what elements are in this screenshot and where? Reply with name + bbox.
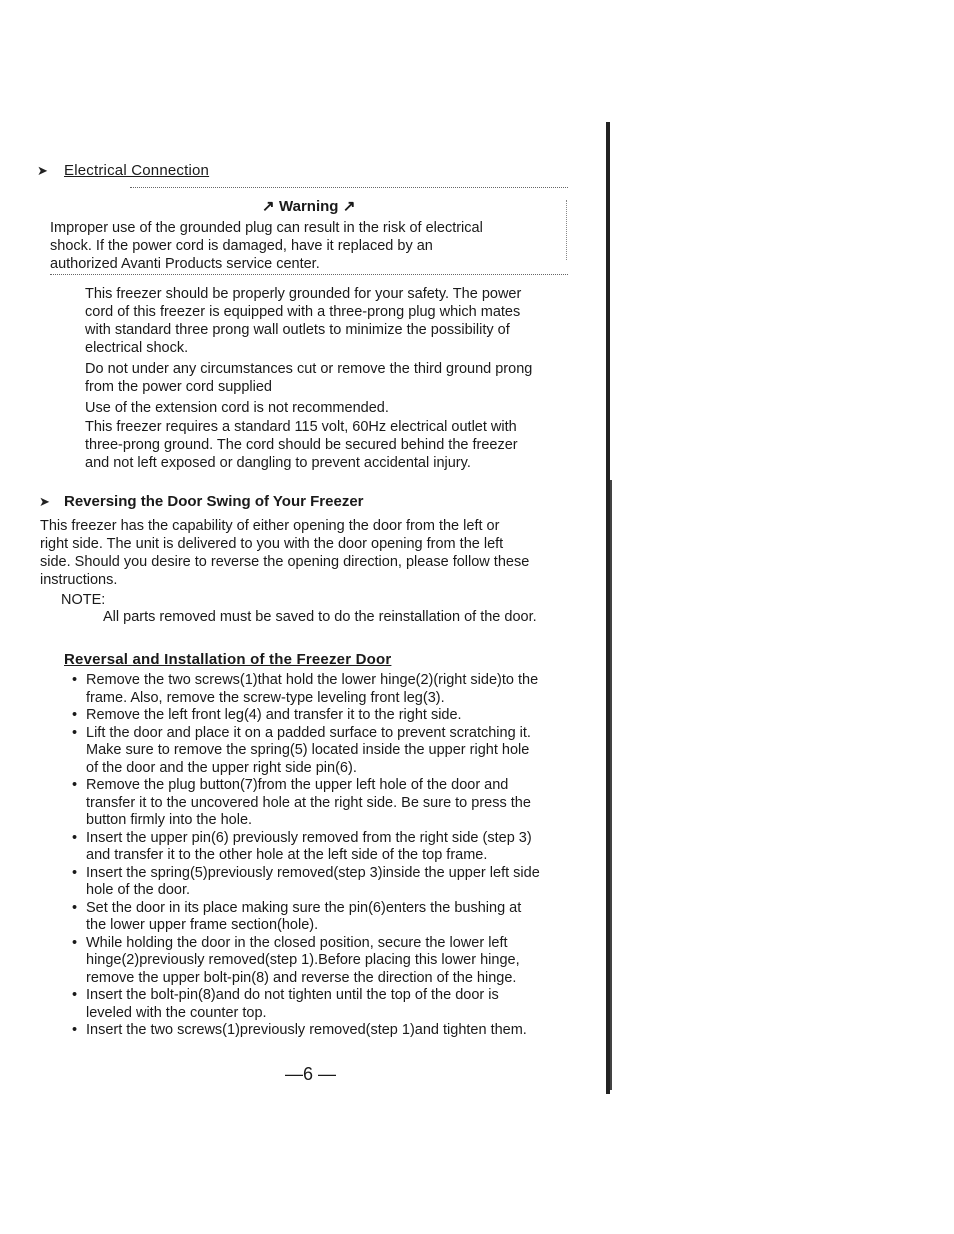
text-line: three-prong ground. The cord should be secured behind the freezer bbox=[85, 437, 518, 453]
list-item bbox=[72, 707, 582, 725]
text-line: and not left exposed or dangling to prevent accidental injury. bbox=[85, 455, 471, 471]
electrical-paragraph bbox=[85, 418, 575, 472]
text-line: Do not under any circumstances cut or remove the third ground prong bbox=[85, 361, 533, 377]
warning-side-divider bbox=[566, 200, 567, 260]
warning-title: Warning bbox=[279, 198, 339, 215]
electrical-connection-heading: Electrical Connection bbox=[64, 162, 210, 179]
text-line: While holding the door in the closed position, secure the lower left bbox=[86, 934, 508, 951]
warning-mark-icon: ↗ bbox=[342, 198, 356, 215]
warning-bottom-divider bbox=[50, 274, 568, 275]
text-line: Insert the bolt-pin(8)and do not tighten until the top of the door is bbox=[86, 987, 499, 1003]
bullet-dot-icon: • bbox=[72, 672, 78, 688]
list-item bbox=[72, 830, 582, 865]
electrical-paragraph bbox=[85, 399, 575, 417]
bullet-dot-icon: • bbox=[72, 1022, 78, 1038]
warning-title-row bbox=[262, 197, 356, 216]
text-line: side. Should you desire to reverse the opening direction, please follow these bbox=[40, 554, 530, 570]
list-item bbox=[72, 935, 582, 988]
text-line: Insert the upper pin(6) previously removed from the right side (step 3) bbox=[86, 829, 532, 846]
warning-mark-icon: ↗ bbox=[262, 198, 275, 215]
reversing-heading: Reversing the Door Swing of Your Freezer bbox=[64, 493, 364, 510]
bullet-dot-icon: • bbox=[72, 707, 78, 723]
text-line: from the power cord supplied bbox=[85, 379, 272, 395]
list-item bbox=[72, 987, 582, 1022]
scan-edge-bar-secondary bbox=[610, 480, 612, 1090]
bullet-dot-icon: • bbox=[72, 777, 78, 793]
electrical-paragraph bbox=[85, 285, 575, 357]
warning-line: authorized Avanti Products service center. bbox=[50, 256, 320, 272]
text-line: with standard three prong wall outlets to minimize the possibility of bbox=[85, 322, 510, 338]
text-line: Make sure to remove the spring(5) located inside the upper right hole bbox=[86, 742, 530, 758]
bullet-dot-icon: • bbox=[72, 987, 78, 1003]
bullet-dot-icon: • bbox=[72, 829, 78, 846]
text-line: This freezer requires a standard 115 volt, 60Hz electrical outlet with bbox=[85, 419, 517, 435]
list-item bbox=[72, 900, 582, 935]
list-item bbox=[72, 777, 582, 830]
list-item bbox=[72, 865, 582, 900]
electrical-paragraph bbox=[85, 360, 575, 396]
reversal-heading: Reversal and Installation of the Freezer Door bbox=[64, 651, 392, 668]
page-number: —6 — bbox=[285, 1064, 337, 1084]
text-line: the lower upper frame section(hole). bbox=[86, 917, 319, 933]
text-line: hole of the door. bbox=[86, 882, 190, 898]
text-line: Remove the plug button(7)from the upper left hole of the door and bbox=[86, 777, 509, 793]
text-line: instructions. bbox=[40, 572, 118, 588]
list-item bbox=[72, 1022, 582, 1040]
text-line: Set the door in its place making sure the pin(6)enters the bushing at bbox=[86, 899, 522, 916]
text-line: Remove the left front leg(4) and transfer it to the right side. bbox=[86, 707, 462, 723]
warning-text bbox=[50, 219, 570, 273]
text-line: Insert the spring(5)previously removed(step 3)inside the upper left side bbox=[86, 864, 540, 881]
text-line: frame. Also, remove the screw-type leveling front leg(3). bbox=[86, 689, 445, 706]
note-text: All parts removed must be saved to do the reinstallation of the door. bbox=[103, 609, 537, 625]
text-line: Lift the door and place it on a padded surface to prevent scratching it. bbox=[86, 724, 531, 741]
warning-line: shock. If the power cord is damaged, have it replaced by an bbox=[50, 238, 433, 254]
text-line: Remove the two screws(1)that hold the lower hinge(2)(right side)to the bbox=[86, 672, 539, 688]
bullet-dot-icon: • bbox=[72, 899, 78, 916]
list-item bbox=[72, 672, 582, 707]
list-item bbox=[72, 725, 582, 778]
text-line: remove the upper bolt-pin(8) and reverse the direction of the hinge. bbox=[86, 969, 517, 986]
text-line: leveled with the counter top. bbox=[86, 1004, 267, 1021]
text-line: Insert the two screws(1)previously removed(step 1)and tighten them. bbox=[86, 1022, 527, 1038]
text-line: electrical shock. bbox=[85, 340, 189, 356]
text-line: This freezer has the capability of either opening the door from the left or bbox=[40, 518, 500, 534]
reversal-steps-list bbox=[72, 672, 582, 1040]
bullet-dot-icon: • bbox=[72, 864, 78, 881]
text-line: button firmly into the hole. bbox=[86, 812, 253, 828]
text-line: hinge(2)previously removed(step 1).Before placing this lower hinge, bbox=[86, 952, 520, 968]
text-line: cord of this freezer is equipped with a three-prong plug which mates bbox=[85, 304, 521, 320]
note-label: NOTE: bbox=[61, 592, 106, 608]
bullet-dot-icon: • bbox=[72, 724, 78, 741]
reversing-intro bbox=[40, 517, 580, 589]
text-line: right side. The unit is delivered to you with the door opening from the left bbox=[40, 536, 504, 552]
warning-line: Improper use of the grounded plug can result in the risk of electrical bbox=[50, 220, 483, 236]
arrow-bullet-icon: ➤ bbox=[39, 494, 50, 509]
warning-top-divider bbox=[130, 187, 568, 188]
text-line: This freezer should be properly grounded for your safety. The power bbox=[85, 286, 522, 302]
text-line: and transfer it to the other hole at the left side of the top frame. bbox=[86, 847, 488, 863]
text-line: Use of the extension cord is not recommended. bbox=[85, 400, 389, 416]
text-line: of the door and the upper right side pin(6). bbox=[86, 759, 357, 776]
bullet-dot-icon: • bbox=[72, 934, 78, 951]
text-line: transfer it to the uncovered hole at the right side. Be sure to press the bbox=[86, 794, 531, 811]
arrow-bullet-icon: ➤ bbox=[37, 163, 48, 178]
